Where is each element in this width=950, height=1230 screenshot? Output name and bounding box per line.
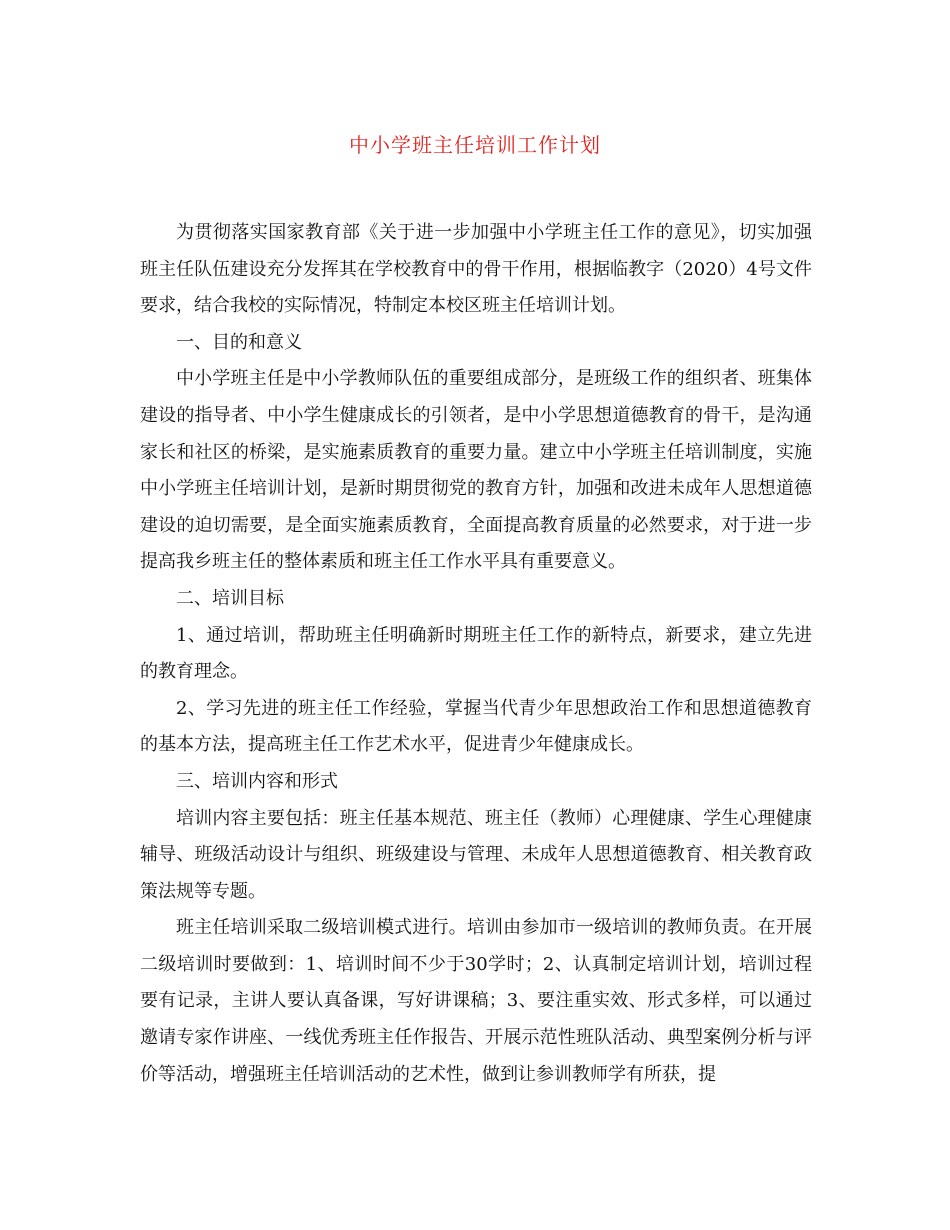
section-heading-content: 三、培训内容和形式	[176, 770, 338, 792]
paragraph-purpose: 中小学班主任是中小学教师队伍的重要组成部分，是班级工作的组织者、班集体建设的指导者、中小学生健康成长的引领者，是中小学思想道德教育的骨干，是沟通家长和社区的桥梁，是实施素质教育的重要力量。建立中小学班主任培训制度，实施中小学班主任培训计划，是新时期贯彻党的教育方针，加强和改进未成年人思想道德建设的迫切需要，是全面实施素质教育，全面提高教育质量的必然要求，对于进一步提高我乡班主任的整体素质和班主任工作水平具有重要意义。	[140, 368, 812, 573]
paragraph-goal-2: 2、学习先进的班主任工作经验，掌握当代青少年思想政治工作和思想道德教育的基本方法，提高班主任工作艺术水平，促进青少年健康成长。	[140, 697, 812, 756]
document-title: 中小学班主任培训工作计划	[349, 133, 601, 157]
document-body	[140, 215, 812, 1093]
section-heading-goals: 二、培训目标	[176, 587, 284, 609]
paragraph-goal-1: 1、通过培训，帮助班主任明确新时期班主任工作的新特点，新要求，建立先进的教育理念。	[140, 624, 812, 683]
paragraph-intro: 为贯彻落实国家教育部《关于进一步加强中小学班主任工作的意见》，切实加强班主任队伍建设充分发挥其在学校教育中的骨干作用，根据临教字（2020）4号文件要求，结合我校的实际情况，特制定本校区班主任培训计划。	[140, 222, 812, 317]
paragraph-content: 培训内容主要包括：班主任基本规范、班主任（教师）心理健康、学生心理健康辅导、班级活动设计与组织、班级建设与管理、未成年人思想道德教育、相关教育政策法规等专题。	[140, 807, 812, 902]
paragraph-format: 班主任培训采取二级培训模式进行。培训由参加市一级培训的教师负责。在开展二级培训时要做到：1、培训时间不少于30学时；2、认真制定培训计划，培训过程要有记录，主讲人要认真备课，写好讲课稿；3、要注重实效、形式多样，可以通过邀请专家作讲座、一线优秀班主任作报告、开展示范性班队活动、典型案例分析与评价等活动，增强班主任培训活动的艺术性，做到让参训教师学有所获，提	[140, 917, 812, 1085]
section-heading-purpose: 一、目的和意义	[176, 331, 302, 353]
